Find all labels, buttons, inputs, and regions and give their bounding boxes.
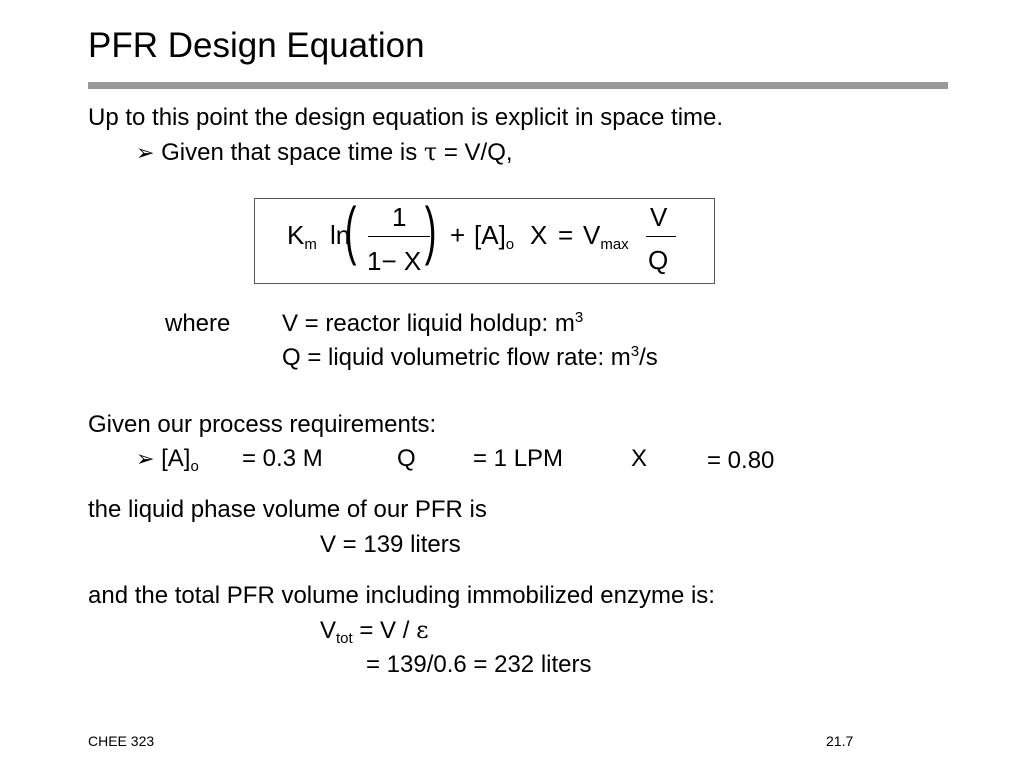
vtot-sub: tot	[336, 630, 353, 647]
req-x-value: = 0.80	[707, 447, 775, 474]
eq-equals: =	[558, 220, 574, 250]
bullet-space-time	[136, 138, 513, 167]
eq-fraction-numerator: 1	[392, 202, 407, 232]
eq-v-sub: max	[600, 236, 629, 253]
eq-k-term	[287, 220, 317, 251]
eq-v: V	[583, 220, 601, 250]
total-volume-expression	[320, 616, 429, 645]
eq-rhs-fraction-bar	[646, 236, 676, 237]
tau-symbol: τ	[423, 138, 438, 166]
eq-plus: +	[450, 220, 466, 250]
eq-right-paren: )	[424, 194, 437, 266]
eq-a-term	[474, 220, 514, 251]
arrow-bullet-icon: ➢	[136, 446, 155, 471]
footer-course: CHEE 323	[88, 733, 155, 749]
eq-vmax-term	[583, 220, 629, 251]
v-definition	[282, 310, 583, 338]
requirements-bullet	[136, 445, 199, 473]
liquid-volume-text: the liquid phase volume of our PFR is	[88, 496, 487, 523]
req-q-value: = 1 LPM	[473, 445, 564, 472]
eq-fraction-denominator: 1− X	[367, 246, 422, 276]
slide-title: PFR Design Equation	[88, 26, 425, 65]
liquid-volume-result: V = 139 liters	[320, 531, 461, 558]
vtot-expr: = V /	[352, 617, 417, 644]
req-a-value: = 0.3 M	[242, 445, 323, 472]
bullet-suffix: = V/Q,	[437, 139, 513, 166]
epsilon-symbol: ε	[416, 616, 429, 644]
req-x-label: X	[631, 445, 648, 472]
req-a-label: [A]	[161, 445, 191, 472]
q-unit-sup: 3	[630, 343, 640, 360]
total-volume-result: = 139/0.6 = 232 liters	[366, 651, 592, 678]
q-definition	[282, 344, 658, 372]
total-volume-text: and the total PFR volume including immobilized enzyme is:	[88, 582, 715, 609]
eq-ln: ln	[330, 220, 351, 250]
v-unit-sup: 3	[574, 309, 584, 326]
q-unit-suffix: /s	[639, 344, 658, 371]
title-divider	[88, 82, 948, 89]
eq-fraction-bar	[368, 236, 430, 237]
eq-x: X	[530, 220, 548, 250]
eq-k-sub: m	[304, 236, 317, 253]
eq-left-paren: (	[344, 194, 357, 266]
eq-rhs-numerator: V	[650, 202, 668, 232]
eq-k: K	[287, 220, 305, 250]
arrow-bullet-icon: ➢	[136, 140, 155, 165]
eq-a-sub: o	[505, 236, 515, 253]
v-definition-text: V = reactor liquid holdup: m	[282, 310, 575, 337]
requirements-heading: Given our process requirements:	[88, 411, 437, 438]
where-label: where	[165, 310, 231, 337]
intro-text: Up to this point the design equation is explicit in space time.	[88, 104, 724, 131]
footer-page-number: 21.7	[826, 733, 854, 749]
eq-a: [A]	[474, 220, 506, 250]
bullet-prefix: Given that space time is	[161, 139, 424, 166]
req-a-sub: o	[190, 458, 199, 475]
req-q-label: Q	[397, 445, 416, 472]
q-definition-text: Q = liquid volumetric flow rate: m	[282, 344, 631, 371]
vtot-v: V	[320, 617, 337, 644]
eq-rhs-denominator: Q	[648, 245, 669, 275]
